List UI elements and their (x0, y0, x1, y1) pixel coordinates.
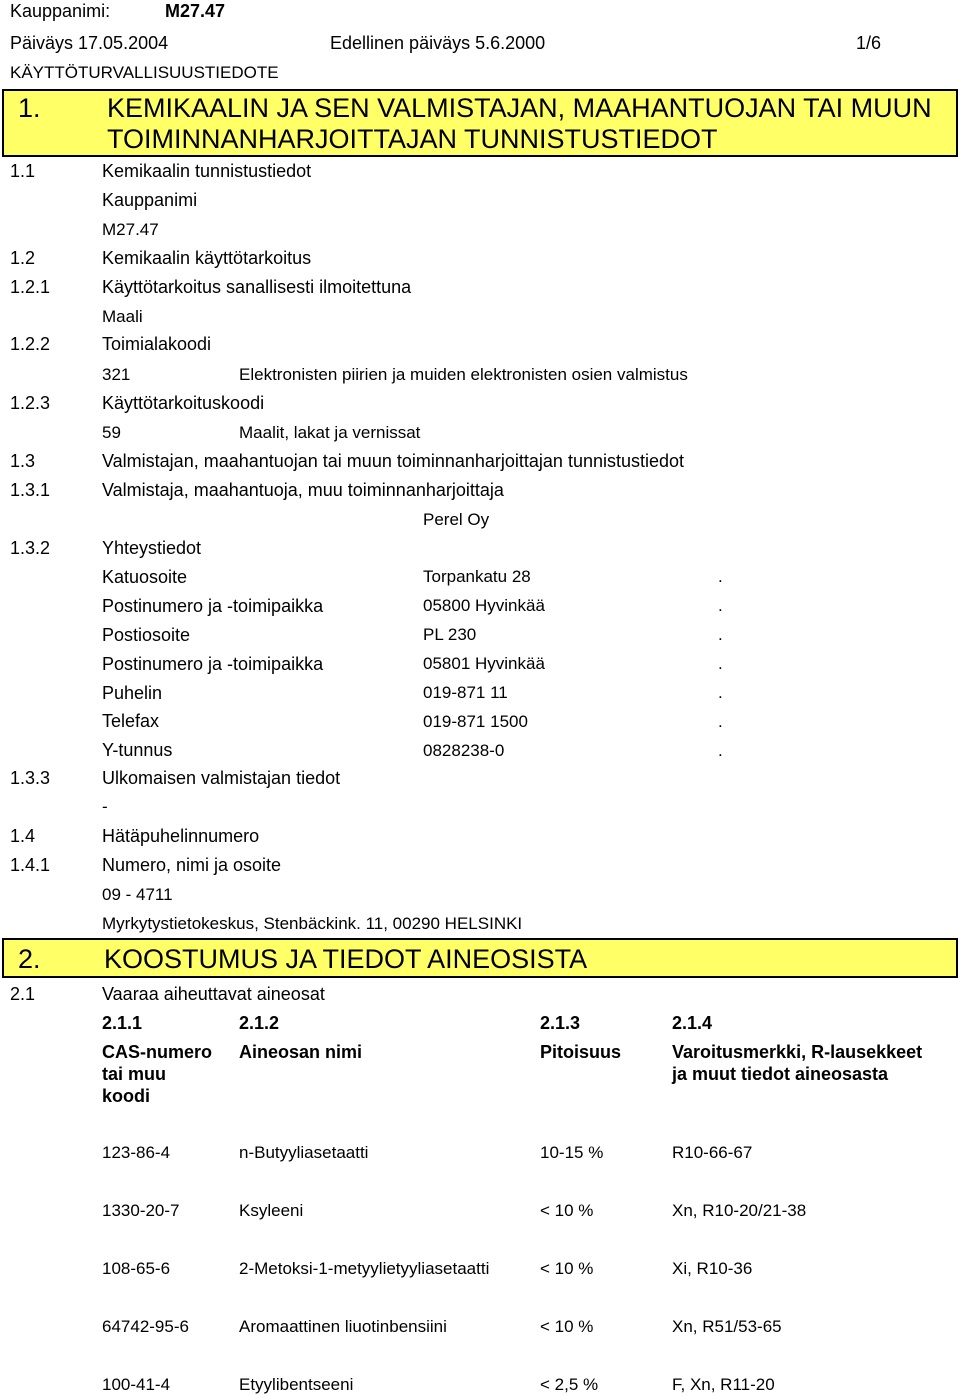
col-head-cas-line3: koodi (102, 1086, 150, 1106)
s1-2-2-code: 321 (102, 365, 131, 384)
col-number-warnings: 2.1.4 (672, 1013, 713, 1033)
s1-4-1-label: Numero, nimi ja osoite (102, 855, 282, 875)
contact-dot: . (718, 625, 723, 644)
contact-dot: . (718, 741, 723, 760)
cell-name: Aromaattinen liuotinbensiini (239, 1317, 447, 1336)
cell-cas: 123-86-4 (102, 1143, 171, 1162)
contact-value: 019-871 1500 (423, 712, 528, 731)
s1-2-number: 1.2 (10, 248, 36, 268)
emergency-phone: 09 - 4711 (102, 885, 173, 904)
s1-3-1-value: Perel Oy (423, 510, 490, 529)
s1-2-label: Kemikaalin käyttötarkoitus (102, 248, 312, 268)
contact-value: 05800 Hyvinkää (423, 596, 545, 615)
s1-3-2-number: 1.3.2 (10, 538, 51, 558)
contact-label: Postinumero ja -toimipaikka (102, 654, 324, 674)
col-number-cas: 2.1.1 (102, 1013, 143, 1033)
section-2-number: 2. (18, 944, 41, 974)
s1-3-label: Valmistajan, maahantuojan tai muun toiminnanharjoittajan tunnistustiedot (102, 451, 685, 471)
contact-value: PL 230 (423, 625, 477, 644)
contact-value: 0828238-0 (423, 741, 505, 760)
s1-2-3-number: 1.2.3 (10, 393, 51, 413)
s1-3-3-label: Ulkomaisen valmistajan tiedot (102, 768, 341, 788)
contact-label: Y-tunnus (102, 740, 173, 760)
col-head-cas-line2: tai muu (102, 1064, 167, 1084)
s1-3-3-number: 1.3.3 (10, 768, 51, 788)
s1-1-number: 1.1 (10, 161, 36, 181)
s1-2-2-number: 1.2.2 (10, 334, 51, 354)
contact-value: Torpankatu 28 (423, 567, 531, 586)
cell-name: n-Butyyliasetaatti (239, 1143, 369, 1162)
cell-cas: 1330-20-7 (102, 1201, 180, 1220)
s1-2-1-label: Käyttötarkoitus sanallisesti ilmoitettuna (102, 277, 412, 297)
section-2-title: KOOSTUMUS JA TIEDOT AINEOSISTA (104, 944, 588, 974)
s1-1-value: M27.47 (102, 220, 159, 239)
cell-name: Ksyleeni (239, 1201, 304, 1220)
s1-2-3-code: 59 (102, 423, 121, 442)
contact-dot: . (718, 683, 723, 702)
cell-cas: 108-65-6 (102, 1259, 171, 1278)
s1-2-3-label: Käyttötarkoituskoodi (102, 393, 265, 413)
contact-label: Telefax (102, 711, 160, 731)
section-1-title-line2: TOIMINNANHARJOITTAJAN TUNNISTUSTIEDOT (107, 124, 718, 154)
issue-date: Päiväys 17.05.2004 (10, 33, 169, 53)
document-title: KÄYTTÖTURVALLISUUSTIEDOTE (10, 63, 279, 82)
cell-concentration: < 10 % (540, 1317, 594, 1336)
cell-cas: 100-41-4 (102, 1375, 171, 1394)
contact-dot: . (718, 712, 723, 731)
col-number-concentration: 2.1.3 (540, 1013, 581, 1033)
cell-warnings: Xi, R10-36 (672, 1259, 753, 1278)
cell-warnings: R10-66-67 (672, 1143, 753, 1162)
section-1-banner (2, 89, 958, 157)
s1-2-1-value: Maali (102, 307, 143, 326)
s1-2-2-description: Elektronisten piirien ja muiden elektronisten osien valmistus (239, 365, 688, 384)
s1-3-number: 1.3 (10, 451, 36, 471)
s1-2-3-description: Maalit, lakat ja vernissat (239, 423, 421, 442)
col-head-concentration: Pitoisuus (540, 1042, 622, 1062)
s1-3-3-value: - (102, 797, 108, 816)
cell-concentration: < 2,5 % (540, 1375, 599, 1394)
cell-name: 2-Metoksi-1-metyylietyyliasetaatti (239, 1259, 490, 1278)
contact-label: Puhelin (102, 683, 163, 703)
contact-value: 019-871 11 (423, 683, 508, 702)
col-head-cas-line1: CAS-numero (102, 1042, 213, 1062)
s1-2-1-number: 1.2.1 (10, 277, 51, 297)
col-head-warnings-line1: Varoitusmerkki, R-lausekkeet (672, 1042, 923, 1062)
previous-date: Edellinen päiväys 5.6.2000 (330, 33, 546, 53)
s2-1-number: 2.1 (10, 984, 36, 1004)
cell-warnings: Xn, R51/53-65 (672, 1317, 782, 1336)
s1-1-label: Kemikaalin tunnistustiedot (102, 161, 312, 181)
s1-3-1-number: 1.3.1 (10, 480, 51, 500)
s1-3-1-label: Valmistaja, maahantuoja, muu toiminnanharjoittaja (102, 480, 504, 500)
contact-label: Postinumero ja -toimipaikka (102, 596, 324, 616)
cell-cas: 64742-95-6 (102, 1317, 189, 1336)
cell-concentration: 10-15 % (540, 1143, 604, 1162)
contact-label: Postiosoite (102, 625, 191, 645)
s1-4-number: 1.4 (10, 826, 36, 846)
contact-dot: . (718, 654, 723, 673)
s1-4-1-number: 1.4.1 (10, 855, 51, 875)
s1-2-2-label: Toimialakoodi (102, 334, 212, 354)
cell-concentration: < 10 % (540, 1259, 594, 1278)
contact-dot: . (718, 567, 723, 586)
trade-name-label: Kauppanimi: (10, 1, 111, 21)
cell-warnings: Xn, R10-20/21-38 (672, 1201, 807, 1220)
col-head-name: Aineosan nimi (239, 1042, 363, 1062)
s1-4-label: Hätäpuhelinnumero (102, 826, 260, 846)
col-head-warnings-line2: ja muut tiedot aineosasta (672, 1064, 889, 1084)
cell-warnings: F, Xn, R11-20 (672, 1375, 775, 1394)
contact-label: Katuosoite (102, 567, 188, 587)
trade-name-value: M27.47 (165, 1, 226, 21)
emergency-address: Myrkytystietokeskus, Stenbäckink. 11, 00290 HELSINKI (102, 914, 523, 933)
s2-1-label: Vaaraa aiheuttavat aineosat (102, 984, 325, 1004)
s1-3-2-label: Yhteystiedot (102, 538, 202, 558)
s1-1-sub-label: Kauppanimi (102, 190, 198, 210)
section-1-title-line1: KEMIKAALIN JA SEN VALMISTAJAN, MAAHANTUOJAN TAI MUUN (107, 93, 932, 123)
cell-concentration: < 10 % (540, 1201, 594, 1220)
section-1-number: 1. (18, 93, 41, 123)
section-2-banner (2, 938, 958, 978)
cell-name: Etyylibentseeni (239, 1375, 354, 1394)
contact-value: 05801 Hyvinkää (423, 654, 545, 673)
page-number: 1/6 (856, 33, 882, 53)
contact-dot: . (718, 596, 723, 615)
col-number-name: 2.1.2 (239, 1013, 280, 1033)
